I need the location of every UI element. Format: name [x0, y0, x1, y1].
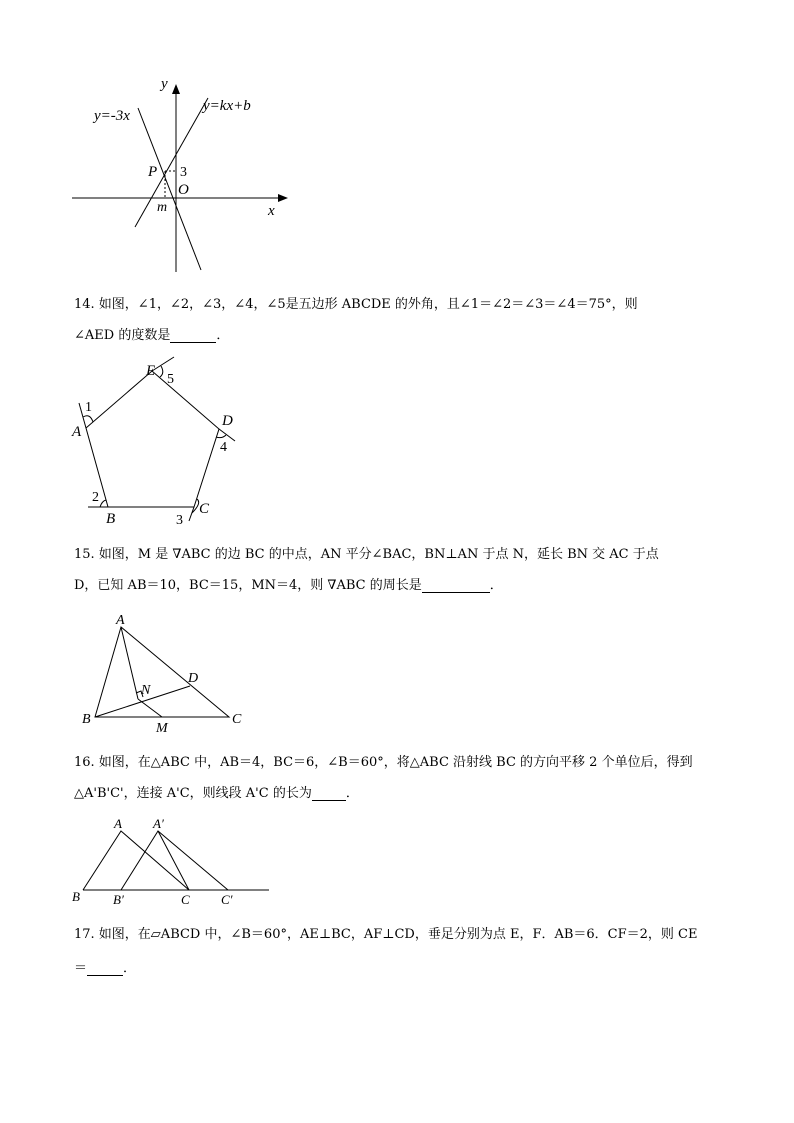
- question-17-end: ．: [123, 961, 137, 976]
- arc-angle-4: [216, 435, 226, 438]
- pentagon-abcde: [86, 371, 219, 507]
- figure-translated-triangles: [65, 812, 280, 907]
- label-c: C: [199, 501, 210, 517]
- question-14-end: ．: [216, 328, 230, 343]
- label-b: B: [106, 511, 116, 527]
- question-17-line-1: 17. 如图，在▱ABCD 中，∠B＝60°，AE⊥BC，AF⊥CD，垂足分别为点 E，F．AB＝6．CF＝2，则 CE: [74, 927, 698, 942]
- label-b-prime: B′: [113, 892, 124, 907]
- question-14-line-1: 14. 如图，∠1，∠2，∠3，∠4，∠5是五边形 ABCDE 的外角，且∠1＝∠2＝∠3＝∠4＝75°，则: [74, 297, 638, 312]
- label-line-kx-b: y=kx+b: [203, 98, 251, 114]
- answer-blank-16[interactable]: [312, 787, 346, 801]
- label-a: A: [116, 613, 125, 628]
- label-x-axis: x: [268, 203, 275, 219]
- label-c: C: [232, 712, 242, 727]
- label-point-p: P: [148, 164, 158, 180]
- arc-angle-2: [100, 500, 106, 507]
- question-15-text: D，已知 AB＝10，BC＝15，MN＝4，则 ∇ABC 的周长是: [74, 578, 422, 593]
- label-angle-4: 4: [220, 440, 227, 455]
- label-origin: O: [178, 182, 189, 198]
- x-axis-arrow: [278, 194, 288, 202]
- triangle-a1b1c1: [121, 831, 228, 890]
- segment-an: [121, 627, 138, 699]
- answer-blank-14[interactable]: [170, 329, 216, 343]
- question-15-line-1: 15. 如图，M 是 ∇ABC 的边 BC 的中点，AN 平分∠BAC，BN⊥AN 于点 N，延长 BN 交 AC 于点: [74, 547, 659, 562]
- answer-blank-15[interactable]: [422, 579, 490, 593]
- y-axis-arrow: [172, 84, 180, 94]
- figure-triangle-abc-bisector: [80, 610, 250, 735]
- extension-dc: [189, 507, 194, 521]
- question-17-text: ＝: [74, 961, 88, 976]
- segment-nm: [138, 699, 162, 717]
- line-y-kx-b: [135, 98, 208, 227]
- label-c-prime: C′: [221, 892, 233, 907]
- question-16-text: △A'B'C'，连接 A'C，则线段 A'C 的长为: [74, 786, 312, 801]
- extension-ae: [152, 357, 174, 371]
- label-angle-3: 3: [176, 513, 183, 528]
- translated-triangles-graph: [65, 812, 280, 907]
- question-16-end: ．: [345, 786, 359, 801]
- label-c: C: [181, 892, 190, 907]
- label-m: M: [156, 721, 168, 736]
- figure-pentagon: [60, 355, 260, 530]
- question-17-line-2: [74, 962, 136, 976]
- triangle-abc: [95, 627, 229, 717]
- label-b: B: [72, 889, 80, 904]
- arc-angle-5: [160, 366, 163, 377]
- label-n: N: [141, 683, 151, 698]
- label-angle-1: 1: [85, 400, 92, 415]
- answer-blank-17[interactable]: [87, 962, 123, 976]
- pentagon-graph: [60, 355, 260, 530]
- triangle-bisector-graph: [80, 610, 250, 735]
- question-14-text: ∠AED 的度数是: [74, 328, 171, 343]
- label-angle-5: 5: [167, 372, 174, 387]
- question-16-line-2: [74, 787, 359, 801]
- label-a-prime: A′: [153, 816, 164, 831]
- label-angle-2: 2: [92, 490, 99, 505]
- question-16-line-1: 16. 如图，在△ABC 中，AB＝4，BC＝6，∠B＝60°，将△ABC 沿射线 BC 的方向平移 2 个单位后，得到: [74, 755, 693, 770]
- label-line-neg3x: y=-3x: [94, 108, 130, 124]
- label-b: B: [82, 712, 91, 727]
- line-y-neg3x: [138, 108, 201, 270]
- label-e: E: [146, 363, 156, 379]
- label-y-axis: y: [161, 76, 168, 92]
- figure-linear-functions: [60, 70, 300, 280]
- label-m: m: [157, 200, 168, 215]
- question-15-end: ．: [489, 578, 503, 593]
- label-a: A: [72, 424, 82, 440]
- label-a: A: [114, 816, 122, 831]
- label-three: 3: [180, 165, 187, 180]
- question-15-line-2: [74, 579, 503, 593]
- linear-functions-graph: [60, 70, 300, 280]
- question-14-line-2: [74, 329, 229, 343]
- segment-a1c: [158, 831, 189, 890]
- label-d: D: [188, 671, 199, 686]
- label-d: D: [222, 413, 233, 429]
